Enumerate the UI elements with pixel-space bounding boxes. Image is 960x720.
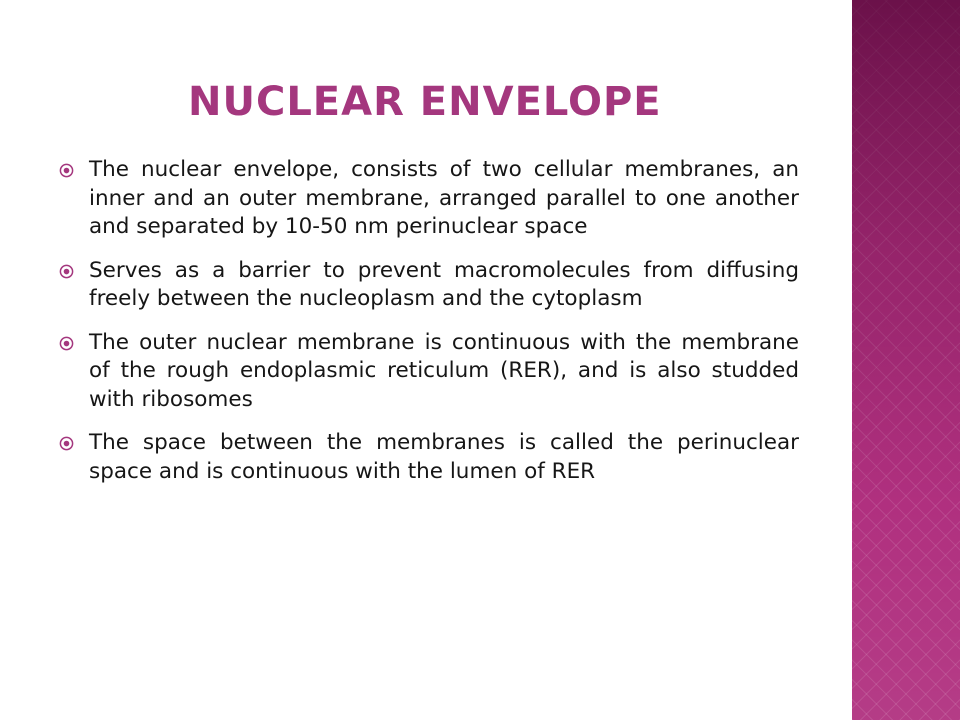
bullet-item: [56, 329, 799, 415]
bullet-text: Serves as a barrier to prevent macromolecules from diffusing freely between the nucleoplasm and the cytoplasm: [89, 257, 799, 311]
decorative-side-panel: [852, 0, 960, 720]
bullet-item: [56, 156, 799, 242]
bullet-list: [56, 156, 799, 501]
bullet-text: The space between the membranes is called the perinuclear space and is continuous with the lumen of RER: [89, 430, 799, 484]
bullet-item: [56, 429, 799, 486]
bullet-item: [56, 257, 799, 314]
circled-dot-icon: [59, 436, 74, 451]
bullet-text: The outer nuclear membrane is continuous with the membrane of the rough endoplasmic reticulum (RER), and is also studded with ribosomes: [89, 329, 799, 412]
circled-dot-icon: [59, 336, 74, 351]
circled-dot-icon: [59, 163, 74, 178]
bullet-text: The nuclear envelope, consists of two cellular membranes, an inner and an outer membrane, arranged parallel to one another and separated by 10-50 nm perinuclear space: [89, 157, 799, 239]
slide-title: NUCLEAR ENVELOPE: [188, 79, 662, 125]
circled-dot-icon: [59, 264, 74, 279]
